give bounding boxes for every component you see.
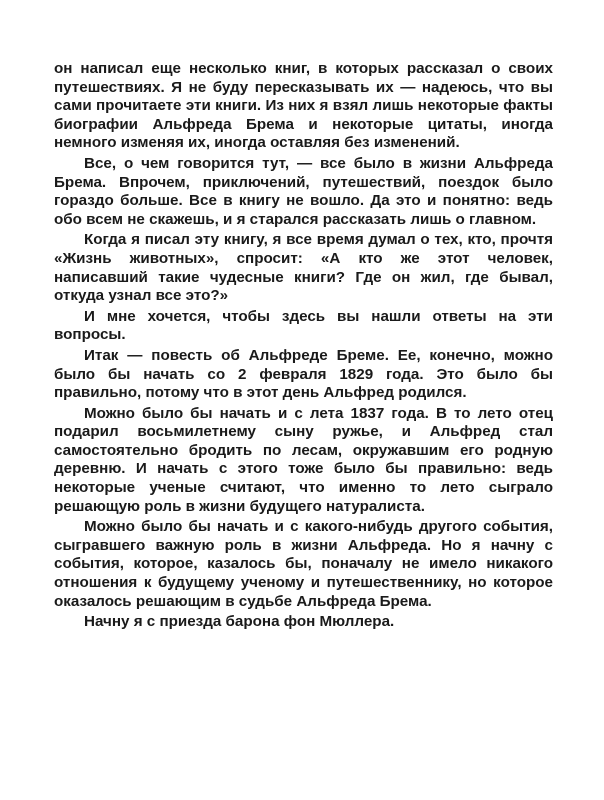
paragraph-7: Можно было бы начать и с какого-нибудь другого события, сыгравшего важную роль в жизни Альфреда. Но я начну с события, которое, казалось бы, поначалу не имело никакого отношения к будущему ученому и путешественнику, но которое оказалось решающим в судьбе Альфреда Брема. <box>54 518 553 610</box>
paragraph-1: он написал еще несколько книг, в которых рассказал о своих путешествиях. Я не буду пересказывать их — надеюсь, что вы сами прочитаете эти книги. Из них я взял лишь некоторые факты биографии Альфреда Брема и некоторые цитаты, иногда немного изменяя их, иногда оставляя без изменений. <box>54 60 553 152</box>
paragraph-5: Итак — повесть об Альфреде Бреме. Ее, конечно, можно было бы начать со 2 февраля 1829 года. Это было бы правильно, потому что в этот день Альфред родился. <box>54 346 553 402</box>
paragraph-2: Все, о чем говорится тут, — все было в жизни Альфреда Брема. Впрочем, приключений, путешествий, поездок было гораздо больше. Все в книгу не вошло. Да это и понятно: ведь обо всем не скажешь, и я старался рассказать лишь о главном. <box>54 154 553 228</box>
paragraph-3: Когда я писал эту книгу, я все время думал о тех, кто, прочтя «Жизнь животных», спросит: «А кто же этот человек, написавший такие чудесные книги? Где он жил, где бывал, откуда узнал все это?» <box>54 231 553 305</box>
paragraph-6: Можно было бы начать и с лета 1837 года. В то лето отец подарил восьмилетнему сыну ружье, и Альфред стал самостоятельно бродить по лесам, окружавшим его родную деревню. И начать с этого тоже было бы правильно: ведь некоторые ученые считают, что именно то лето сыграло решающую роль в жизни будущего натуралиста. <box>54 404 553 515</box>
book-page <box>54 60 553 634</box>
paragraph-4: И мне хочется, чтобы здесь вы нашли ответы на эти вопросы. <box>54 307 553 344</box>
paragraph-8: Начну я с приезда барона фон Мюллера. <box>84 613 395 631</box>
